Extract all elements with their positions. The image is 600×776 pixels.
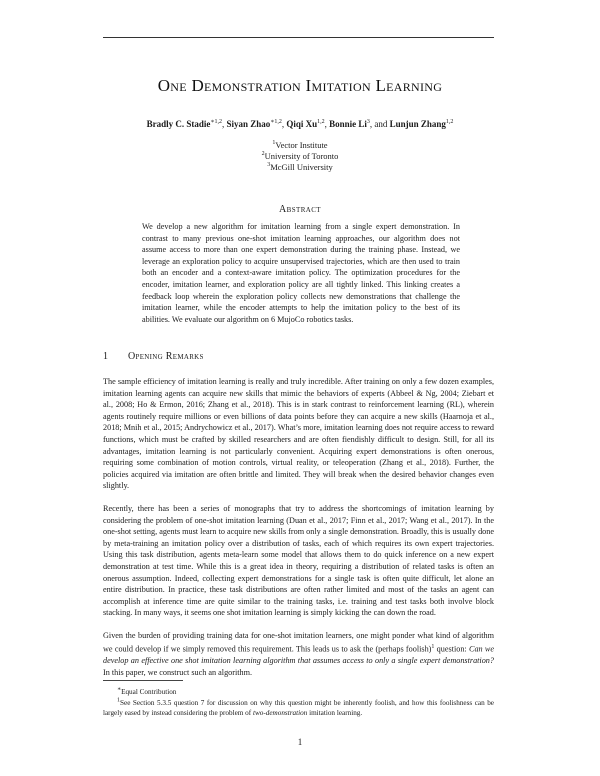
- author-affiliation-mark: ∗1,2: [270, 119, 282, 125]
- author-list: [0, 118, 600, 129]
- author-name: Siyan Zhao: [226, 119, 271, 129]
- author-name: Qiqi Xu: [286, 119, 318, 129]
- affiliation-1: $^1$Vector Institute: [272, 140, 328, 150]
- author-name: Bradly C. Stadie: [146, 119, 211, 129]
- footnote-equal-contribution: ∗Equal Contribution: [117, 687, 177, 697]
- paper-title: One Demonstration Imitation Learning: [157, 76, 443, 95]
- affiliation-3: $^3$McGill University: [267, 162, 333, 172]
- page-number: 1: [297, 737, 303, 747]
- footnote-mark: 1: [431, 643, 435, 650]
- author-separator: , and: [369, 119, 390, 129]
- abstract-text: We develop a new algorithm for imitation learning from a single expert demonstration. In contrast to many previous one-shot imitation learning approaches, our algorithm does not assume access to more than one expert demonstration during the training phase. Instead, we leverage an exploration policy to acquire unsupervised trajectories, which are then used to train both an encoder and a context-aware imitation policy. The optimization procedures for the encoder, imitation learner, and exploration policy are all tightly linked. This linking creates a feedback loop wherein the exploration policy collects new demonstrations that challenge the imitation learner, while the encoder attempts to help the imitation policy to the best of its abilities. We evaluate our algorithm on 6 MujoCo robotics tasks.: [142, 222, 460, 324]
- body-paragraph-1: The sample efficiency of imitation learning is really and truly incredible. After training on only a few dozen examples, imitation learning agents can acquire new skills that mimic the behaviors of experts (Abbeel & Ng, 2004; Ziebart et al., 2008; Ho & Ermon, 2016; Zhang et al., 2018). This is in stark contrast to reinforcement learning (RL), wherein agents routinely require millions or even billions of data points before they can acquire a new skills (Haarnoja et al., 2018; Mnih et al., 2015; Andrychowicz et al., 2017). What’s more, imitation learning does not require access to reward functions, which must be crafted by skilled researchers and are often fiendishly difficult to design. Still, for all its advantages, imitation learning is not particularly convenient. Acquiring expert demonstrations is often onerous, requiring some combination of motion controls, virtual reality, or teleoperation (Zhang et al., 2018). Further, the policies acquired via imitation are often brittle and limited. They will break when the desired behavior changes even slightly.: [103, 377, 494, 491]
- author-separator: ,: [281, 119, 287, 129]
- author-separator: ,: [221, 119, 227, 129]
- affiliation-2: $^2$University of Toronto: [261, 151, 339, 161]
- body-paragraph-2: Recently, there has been a series of monographs that try to address the shortcomings of imitation learning by considering the problem of one-shot imitation learning (Duan et al., 2017; Finn et al., 2017; Wang et al., 2017). In the one-shot setting, agents must learn to acquire new skills from only a single demonstration. Broadly, this is usually done by meta-training an imitation policy over a distribution of tasks, each of which requires its own expert trajectories. Using this task distribution, agents meta-learn some model that allows them to do quick inference on a new expert demonstration at test time. While this is a great idea in theory, requiring a distribution of related tasks is often an onerous assumption. Indeed, collecting expert demonstrations for a single task is often quite difficult, let alone an entire distribution. In practice, these task distributions are often rather limited and most of the tasks an agent can accomplish at inference time are quite similar to the training tasks, i.e. training and test tasks both involve block stacking. In many ways, it seems one shot imitation learning is simply kicking the can down the road.: [103, 504, 494, 618]
- footnote-rule: [103, 680, 183, 681]
- body-paragraph-3: Given the burden of providing training data for one-shot imitation learners, one might ponder what kind of algorithm we could develop if we simply removed this requirement. This leads us to ask the (perhaps foolish)$^1$ question: Can we develop an effective one shot imitation learning algorithm that assumes access to only a single expert demonstration? In this paper, we construct such an algorithm.: [103, 631, 495, 677]
- author-name: Bonnie Li: [329, 119, 367, 129]
- research-question: Can we develop an effective one shot imitation learning algorithm that assumes access to only a single expert demonstration?: [103, 644, 495, 665]
- author-affiliation-mark: 3: [366, 119, 370, 125]
- footnote-1: $^1$See Section 5.3.5 question 7 for discussion on why this question might be inherently foolish, and how this foolishness can be largely eased by instead considering the problem of two-demonstration imitation learning.: [103, 698, 494, 718]
- author-affiliation-mark: ∗1,2: [210, 119, 222, 125]
- author-name: Lunjun Zhang: [389, 119, 446, 129]
- section-heading: [103, 351, 204, 362]
- abstract-heading: Abstract: [279, 204, 321, 215]
- section-number: 1: [103, 351, 109, 362]
- author-affiliation-mark: 1,2: [317, 119, 325, 125]
- top-rule: [103, 37, 494, 38]
- section-title: Opening Remarks: [128, 351, 204, 362]
- author-affiliation-mark: 1,2: [445, 119, 454, 125]
- author-separator: ,: [324, 119, 330, 129]
